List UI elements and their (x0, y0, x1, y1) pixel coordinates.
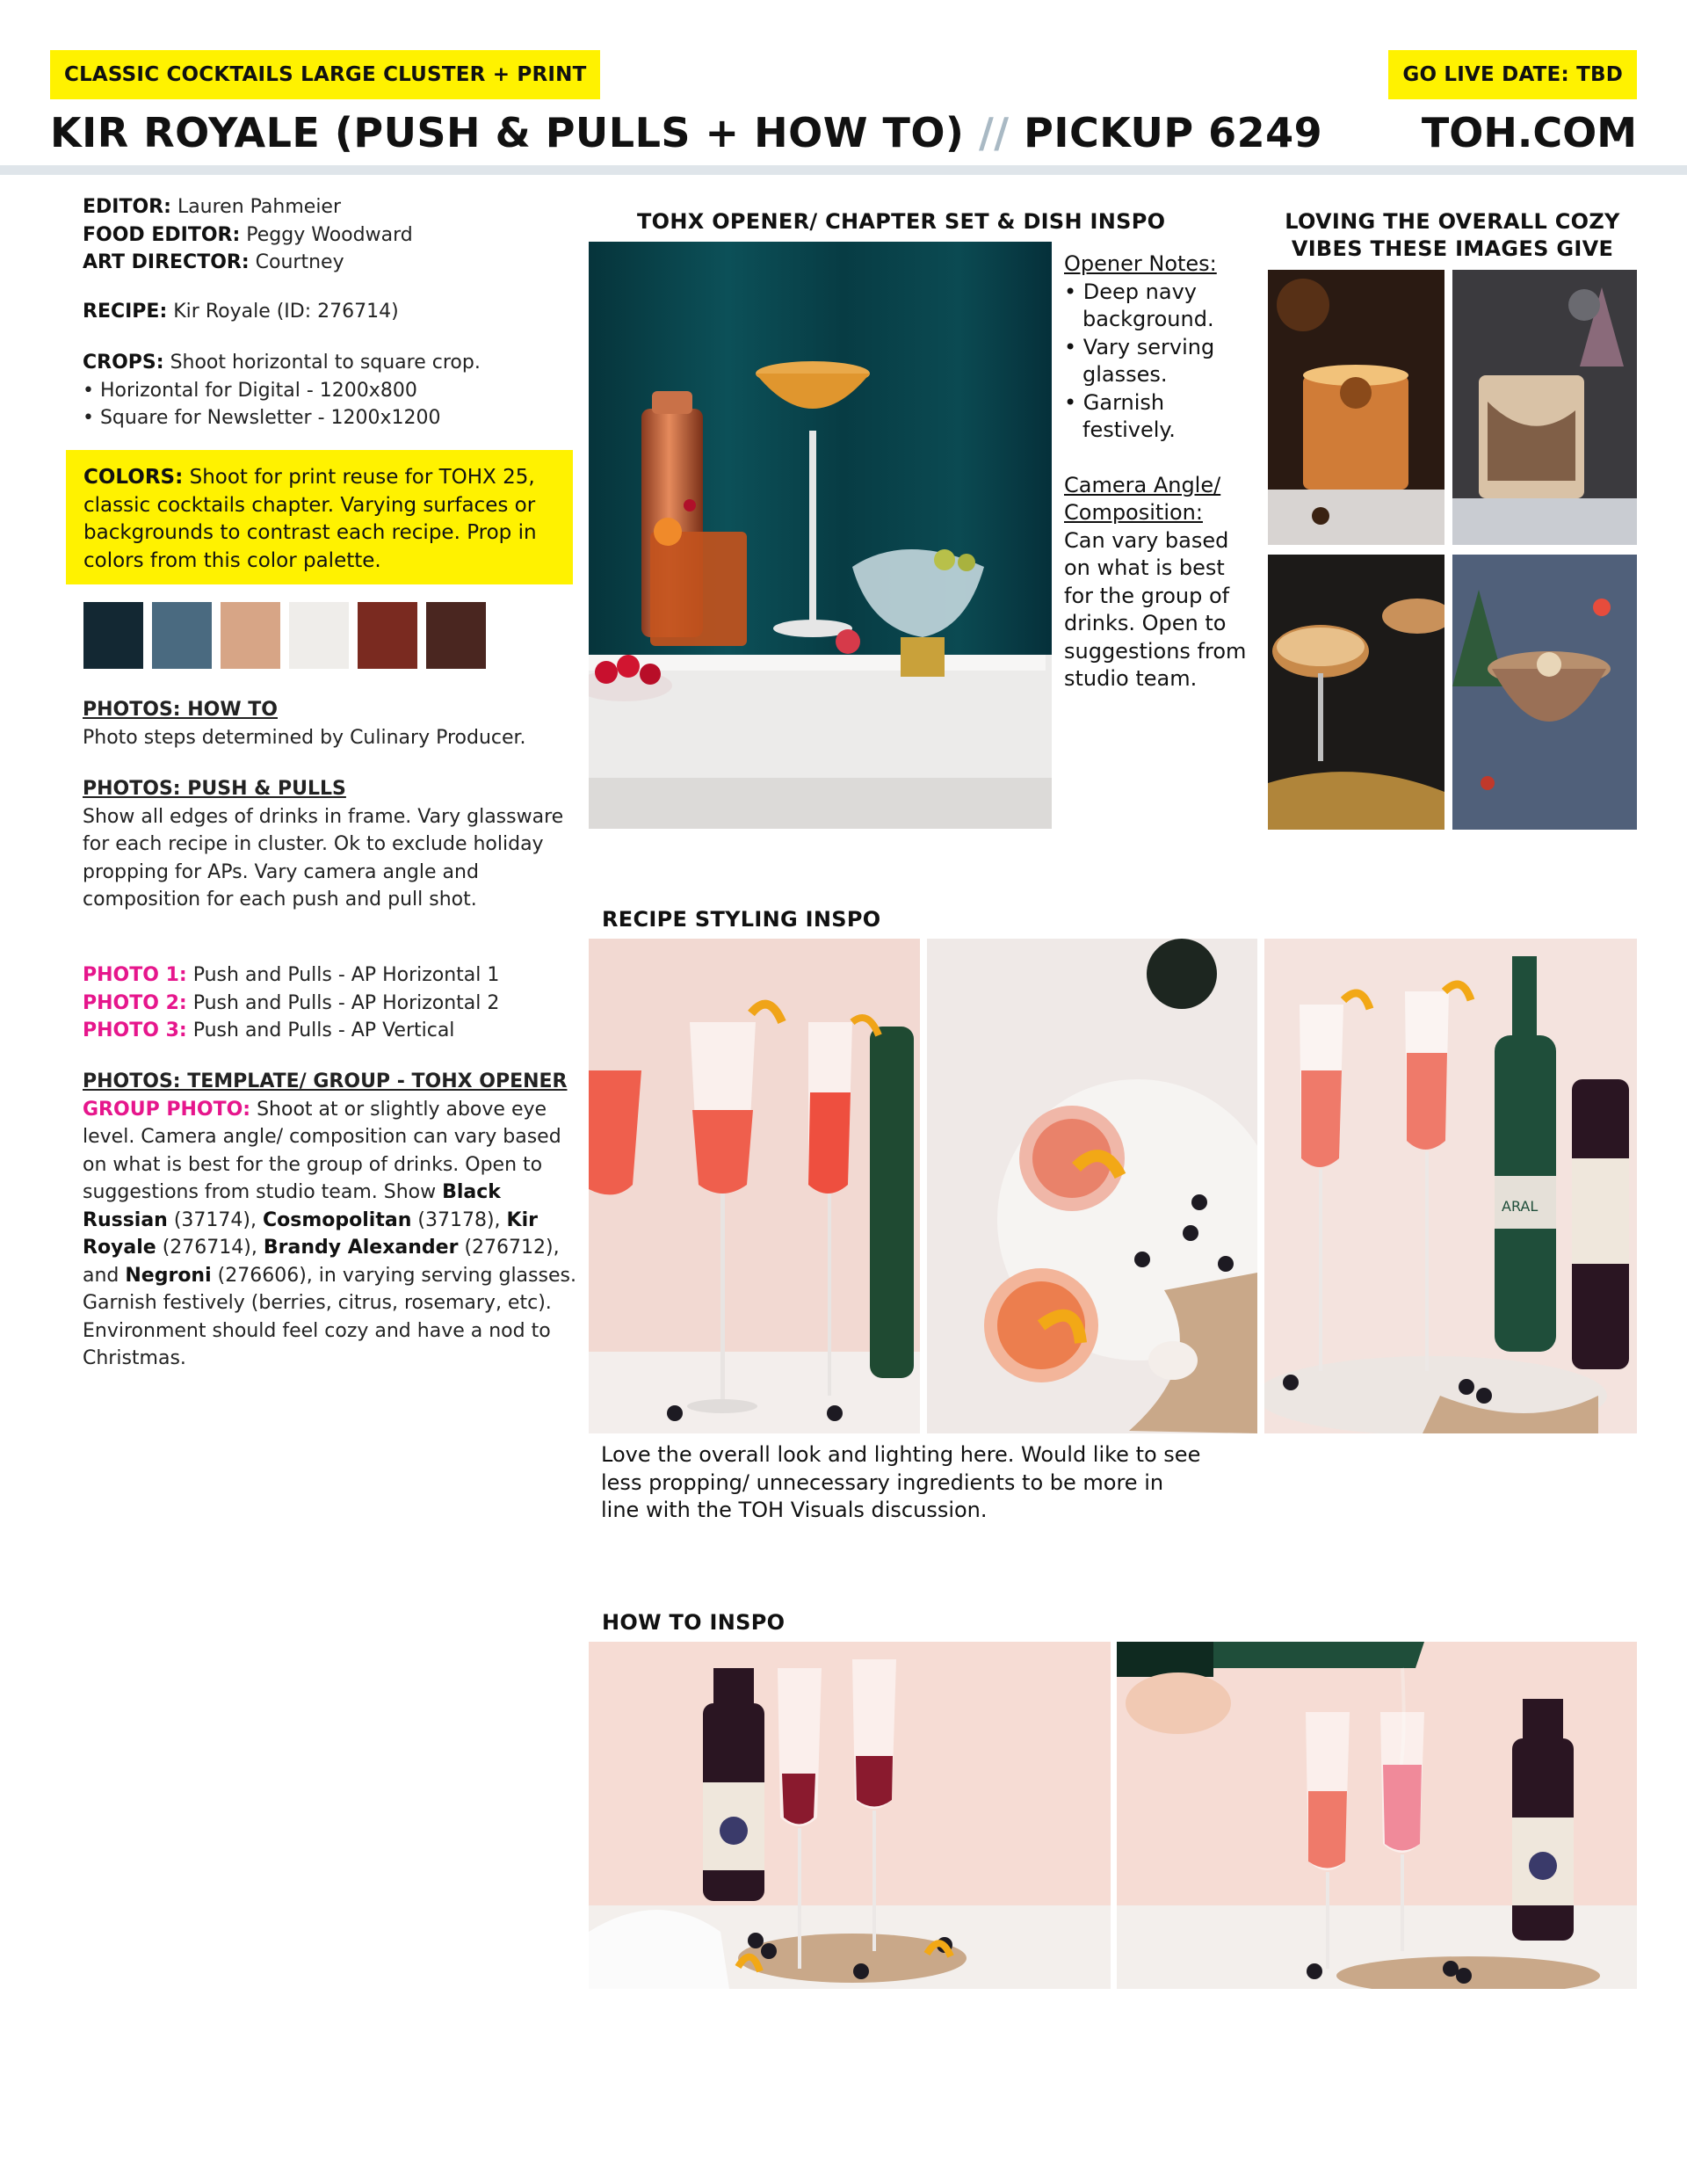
photo-list-item: PHOTO 1: Push and Pulls - AP Horizontal 1 (83, 964, 500, 986)
opener-photo (589, 242, 1052, 829)
header-divider (0, 165, 1687, 175)
crop-item: • Horizontal for Digital - 1200x800 (83, 379, 417, 402)
crop-item: • Square for Newsletter - 1200x1200 (83, 407, 441, 429)
project-tag: CLASSIC COCKTAILS LARGE CLUSTER + PRINT (50, 50, 600, 99)
color-swatch-tan (221, 602, 280, 669)
color-swatch-brick-red (358, 602, 417, 669)
color-swatch-slate-blue (152, 602, 212, 669)
colors-note: COLORS: Shoot for print reuse for TOHX 25, classic cocktails chapter. Varying surfaces or backgrounds to contrast each recipe. Prop in colors from this color palette. (66, 450, 573, 584)
opener-notes: Opener Notes: • Deep navy background. • Vary serving glasses. • Garnish festively. Camera Angle/ Composition: Can vary based on what is best for the group of drinks. Open to suggestions from studio team. (1064, 251, 1247, 691)
push-pulls-block (83, 775, 583, 914)
cozy-photo-3 (1268, 555, 1444, 830)
photo-list (83, 961, 575, 1045)
cozy-photo-4 (1452, 555, 1637, 830)
color-swatch-off-white (289, 602, 349, 669)
title-pickup: PICKUP 6249 (1024, 109, 1323, 156)
template-block (83, 1068, 583, 1373)
styling-photo-3 (1264, 939, 1637, 1433)
styling-photo-2 (927, 939, 1257, 1433)
art-director-line: ART DIRECTOR: Courtney (83, 251, 344, 273)
push-pulls-text: Show all edges of drinks in frame. Vary glassware for each recipe in cluster. Ok to exclude holiday propping for APs. Vary camera angle and composition for each push and pull shot. (83, 805, 564, 911)
color-swatch-dark-brown (426, 602, 486, 669)
crops-block: CROPS: Shoot horizontal to square crop. • Horizontal for Digital - 1200x800 • Square for Newsletter - 1200x1200 (83, 349, 575, 432)
photo-list-item: PHOTO 3: Push and Pulls - AP Vertical (83, 1019, 455, 1041)
camera-angle-heading: Camera Angle/ (1064, 472, 1221, 497)
how-to-photo-2 (1117, 1642, 1637, 1989)
bottle-label: ARAL (1502, 1198, 1539, 1215)
styling-caption: Love the overall look and lighting here. Would like to see less propping/ unnecessary ingredients to be more in line with the TOH Visuals discussion. (601, 1442, 1201, 1522)
cozy-photo-2 (1452, 270, 1637, 545)
credits-block (83, 193, 575, 277)
photo-list-item: PHOTO 2: Push and Pulls - AP Horizontal 2 (83, 991, 500, 1014)
page-title (50, 105, 1322, 160)
title-separator: // (978, 109, 1010, 156)
styling-photo-1 (589, 939, 920, 1433)
how-to-heading: PHOTOS: HOW TO (83, 699, 278, 721)
opener-section-title: TOHX OPENER/ CHAPTER SET & DISH INSPO (637, 209, 1166, 234)
push-pulls-heading: PHOTOS: PUSH & PULLS (83, 778, 346, 800)
go-live-date: GO LIVE DATE: TBD (1388, 50, 1637, 99)
cozy-photo-1 (1268, 270, 1444, 545)
how-to-photo-1 (589, 1642, 1111, 1989)
color-swatch-navy (83, 602, 143, 669)
recipe-line: RECIPE: Kir Royale (ID: 276714) (83, 301, 399, 323)
how-to-text: Photo steps determined by Culinary Producer. (83, 726, 526, 749)
how-to-inspo-title: HOW TO INSPO (602, 1610, 786, 1635)
cozy-section-title: LOVING THE OVERALL COZY VIBES THESE IMAGES GIVE (1285, 209, 1620, 261)
group-photo-text: GROUP PHOTO: Shoot at or slightly above eye level. Camera angle/ composition can vary based on what is best for the group of drinks. Open to suggestions from studio team. Show Black Russian (37174), Cosmopolitan (37178), Kir Royale (276714), Brandy Alexander (276712), and Negroni (276606), in varying serving glasses. Garnish festively (berries, citrus, rosemary, etc). Environment should feel cozy and have a nod to Christmas. (83, 1098, 576, 1369)
how-to-block (83, 696, 575, 751)
editor-line: EDITOR: Lauren Pahmeier (83, 196, 342, 218)
styling-section-title: RECIPE STYLING INSPO (602, 907, 881, 932)
food-editor-line: FOOD EDITOR: Peggy Woodward (83, 223, 413, 246)
opener-notes-heading: Opener Notes: (1064, 251, 1217, 276)
title-main: KIR ROYALE (PUSH & PULLS + HOW TO) (50, 109, 965, 156)
template-heading: PHOTOS: TEMPLATE/ GROUP - TOHX OPENER (83, 1070, 568, 1092)
brand-name: TOH.COM (1421, 109, 1637, 156)
